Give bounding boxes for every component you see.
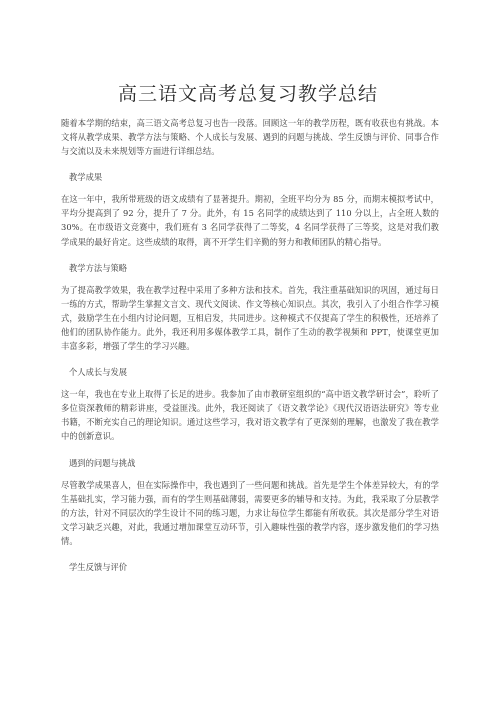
section-heading-results: 教学成果 xyxy=(69,172,103,183)
intro-paragraph: 随着本学期的结束，高三语文高考总复习也告一段落。回顾这一年的教学历程，既有收获也有挑战。本文将从教学成果、教学方法与策略、个人成长与发展、遇到的问题与挑战、学生反馈与评价、同事合作与交流以及未来规划等方面进行详细总结。 xyxy=(61,118,439,157)
section-body-growth: 这一年，我也在专业上取得了长足的进步。我参加了由市教研室组织的“高中语文教学研讨会”，聆听了多位资深教师的精彩讲座，受益匪浅。此外，我还阅读了《语文教学论》《现代汉语语法研究》等专业书籍，不断充实自己的理论知识。通过这些学习，我对语文教学有了更深刻的理解，也激发了我在教学中的创新意识。 xyxy=(61,389,439,442)
section-body-methods: 为了提高教学效果，我在教学过程中采用了多种方法和技术。首先，我注重基础知识的巩固，通过每日一练的方式，帮助学生掌握文言文、现代文阅读、作文等核心知识点。其次，我引入了小组合作学习模式，鼓励学生在小组内讨论问题，互相启发，共同进步。这种模式不仅提高了学生的积极性，还培养了他们的团队协作能力。此外，我还利用多媒体教学工具，制作了生动的教学视频和 PPT，使课堂更加丰富多彩，增强了学生的学习兴趣。 xyxy=(61,284,439,352)
section-heading-growth: 个人成长与发展 xyxy=(69,367,128,378)
section-heading-challenges: 遇到的问题与挑战 xyxy=(69,457,136,468)
document-title: 高三语文高考总复习教学总结 xyxy=(117,82,378,105)
document-body xyxy=(61,116,439,582)
section-body-challenges: 尽管教学成果喜人，但在实际操作中，我也遇到了一些问题和挑战。首先是学生个体差异较大，有的学生基础扎实，学习能力强，而有的学生则基础薄弱，需要更多的辅导和支持。为此，我采取了分层教学的方法，针对不同层次的学生设计不同的练习题，力求让每位学生都能有所收获。其次是部分学生对语文学习缺乏兴趣，对此，我通过增加课堂互动环节，引入趣味性强的教学内容，逐步激发他们的学习热情。 xyxy=(61,479,439,546)
section-heading-feedback: 学生反馈与评价 xyxy=(69,561,128,572)
section-heading-methods: 教学方法与策略 xyxy=(69,262,128,273)
section-body-results: 在这一年中，我所带班级的语文成绩有了显著提升。期初，全班平均分为 85 分，而期末模拟考试中，平均分提高到了 92 分，提升了 7 分。此外，有 15 名同学的成绩达到了 110 分以上，占全班人数的 30%。在市级语文竞赛中，我们班有 3 名同学获得了二等奖，4 名同学获得了三等奖，这是对我们教学成果的最好肯定。这些成绩的取得，离不开学生们辛勤的努力和教师团队的精心指导。 xyxy=(61,194,439,247)
